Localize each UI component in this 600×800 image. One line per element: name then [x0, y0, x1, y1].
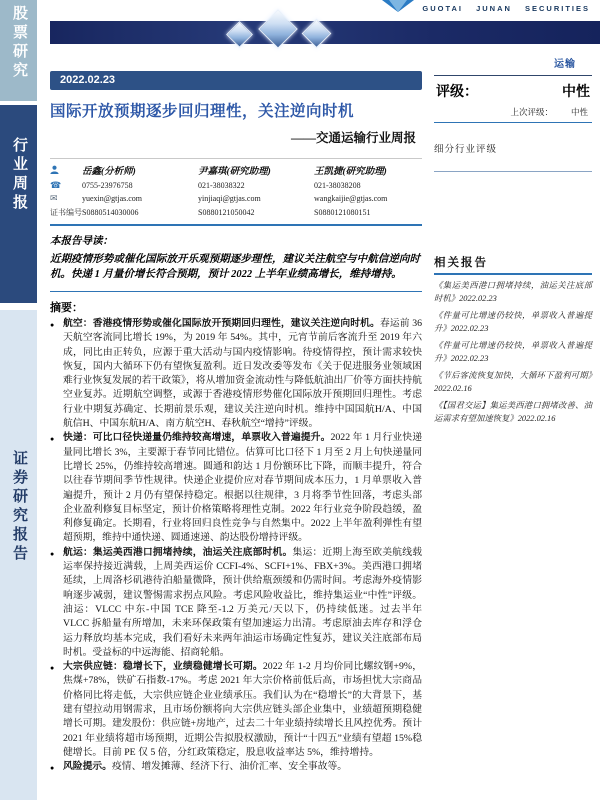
- related-report-item: 《集运美西港口拥堵持续，油运关注底部时机》2022.02.23: [434, 281, 592, 303]
- person-icon: [50, 165, 82, 176]
- logo-text: GUOTAI JUNAN SECURITIES: [422, 4, 590, 13]
- bullet-supply-chain: [50, 660, 422, 760]
- sub-industry-rating-label: 细分行业评级: [434, 141, 592, 172]
- summary-bullet-list: [50, 317, 422, 775]
- analyst-name: 王凯捷(研究助理): [314, 167, 387, 177]
- rating-box: [434, 75, 592, 123]
- bullet-risk: [50, 760, 422, 774]
- guide-text: 近期疫情形势或催化国际放开乐观预期逐步理性，建议关注航空与中航信逆向时机。快递 1 月量价增长符合预期，预计 2022 上半年业绩高增长，维持增持。: [50, 254, 420, 280]
- rating-value: 中性: [562, 85, 590, 100]
- report-subtitle: ——交通运输行业周报: [290, 131, 416, 145]
- report-body-column: [50, 44, 422, 775]
- sidebar-label: 股票研究: [11, 5, 27, 81]
- guotai-junan-logo: [381, 0, 590, 13]
- bullet-lead: 航空：香港疫情形势或催化国际放开预期回归理性，建议关注逆向时机。: [63, 318, 380, 329]
- related-report-item: 《【国君交运】集运美西港口拥堵改善、油运需求有望加速恢复》2022.02.16: [434, 401, 592, 423]
- bullet-lead: 大宗供应链：稳增长下，业绩稳健增长可期。: [63, 661, 263, 673]
- previous-rating-value: 中性: [570, 107, 588, 117]
- industry-tag: 运输: [554, 59, 576, 70]
- rating-label: 评级：: [436, 85, 478, 100]
- bullet-body: 集运：近期上海至欧美航线载运率保持接近满载，上周美西运价 CCFI-4%、SCFI+1%、FBX+3%。美西港口拥堵延续，上周洛杉矶港待泊船量微降，预计供给瓶颈缓和仍需时间。考虑海外疫情影响逐步减弱，建议警惕需求拐点风险。考虑风险收益比，维持集运业“中性”评级。油运：VLCC 中东-中国 TCE 降至-1.2 万美元/天以下，仍持续低迷。过去半年 VLCC 拆船量有所增加，未来环保政策有望加速运力出清。考虑原油去库存和浮仓运力释放均基本完成，我们看好未来两年油运市场确定性复苏，建议关注底部布局时机。受益标的中远海能、招商轮船。: [63, 546, 423, 658]
- diamond-icon: [302, 19, 332, 49]
- related-reports-heading: 相关报告: [434, 254, 592, 275]
- sidebar-section-securities-report: [0, 310, 37, 800]
- summary-heading: 摘要：: [50, 302, 83, 314]
- sidebar-label: 行业周报: [11, 137, 27, 213]
- cert-number-label: 证书编号: [50, 208, 82, 217]
- analyst-cert: S0880514030006: [82, 208, 139, 217]
- analyst-phone: 0755-23976758: [82, 181, 133, 190]
- related-report-item: 《件量可比增速仍较快，单票收入普遍提升》2022.02.23: [434, 341, 592, 363]
- related-reports-list: [434, 280, 592, 425]
- main-area: [37, 0, 600, 800]
- related-report-item: 《件量可比增速仍较快，单票收入普遍提升》2022.02.23: [434, 311, 592, 333]
- header-banner: [50, 21, 600, 44]
- sidebar-label: 证券研究报告: [11, 450, 27, 564]
- bullet-lead: 快递：可比口径快递量仍维持较高增速，单票收入普遍提升。: [63, 432, 331, 444]
- previous-rating-label: 上次评级：: [510, 107, 553, 117]
- diamond-icon: [226, 21, 253, 48]
- analyst-table: [50, 158, 422, 226]
- bullet-shipping: [50, 546, 422, 660]
- content-columns: [37, 44, 600, 775]
- phone-icon: ☎: [50, 180, 62, 190]
- left-sidebar: [0, 0, 37, 800]
- diamond-icon: [258, 9, 298, 49]
- analyst-phone: 021-38038322: [198, 181, 245, 190]
- bullet-express: [50, 431, 422, 545]
- analyst-name: 尹嘉琪(研究助理): [198, 167, 271, 177]
- report-title: 国际开放预期逐步回归理性，关注逆向时机: [50, 103, 355, 120]
- analyst-cert: S0880121050042: [198, 208, 255, 217]
- bullet-aviation: [50, 317, 422, 431]
- sidebar-section-stock-research: [0, 0, 37, 101]
- rating-row: [434, 81, 592, 101]
- bullet-body: 2022 年 1 月行业快递量同比增长 3%，主要源于春节同比错位。估算可比口径下 1 月至 2 月上旬快递量同比增长 25%，仍维持较高增速。圆通和韵达 1 月份额环比下降，而顺丰提升，符合以往春节期间季节性规律。快递企业提价应对春节期间成本压力，1 月单票收入普遍提升，预计 2 月仍有望保持稳定。根据以往规律，3 月将季节性回落，考虑头部企业盈利修复目标坚定，预计价格策略将理性克制。2022 年行业竞争阶段趋缓，盈利修复确定。长期看，行业将回归良性竞争与自然集中。2022 上半年盈利弹性有望超预期，维持中通快递、圆通速递、韵达股份增持评级。: [63, 432, 423, 544]
- analyst-name: 岳鑫(分析师): [82, 167, 136, 177]
- bullet-body: 春运前 36 天航空客流同比增长 19%，为 2019 年 54%。其中，元宵节前后客流升至 2019 年六成，同比由正转负，应源于重大活动与国内疫情影响。待疫情得控，预计需求较快恢复，国内大循环下仍有望恢复盈利。近日发改委等发布《关于促进服务业领域困难行业恢复发展的若干政策》，将从增加资金流动性与降低航油出厂价等方面扶持航空业复苏。近期航空调整，或源于香港疫情形势催化国际放开预期回归理性。考虑行业中期复苏确定、长期前景乐观，建议关注逆向时机。维持中国国航H/A、中国航信H、中国东航H/A、南方航空H、春秋航空“增持”评级。: [63, 318, 423, 430]
- bullet-body: 2022 年 1-2 月均价同比螺纹钢+9%，焦煤+78%，铁矿石指数-17%。考虑 2021 年大宗价格前低后高，市场担忧大宗商品价格同比将走低，大宗供应链企业业绩承压。我们认为在“稳增长”的大背景下，基建有望拉动用钢需求，且市场份额将向大宗供应链头部企业集中，业绩超预期稳健增长可期。建发股份：供应链+房地产，过去二十年业绩持续增长且风控优秀。预计 2021 年业绩将超市场预期，近期公告拟股权激励，预计“十四五”业绩有望超 15%稳健增长。目前 PE 仅 5 倍，分红政策稳定，股息收益率达 5%，维持增持。: [63, 661, 423, 758]
- analyst-email: yinjiaqi@gtjas.com: [198, 194, 261, 203]
- sidebar-section-industry-weekly: [0, 105, 37, 303]
- report-sidebar-column: [422, 44, 592, 775]
- related-reports-section: [434, 254, 592, 425]
- bullet-lead: 风险提示。: [63, 761, 112, 773]
- report-guide-box: [50, 226, 422, 292]
- diamond-logo-icon: [381, 0, 415, 13]
- bullet-lead: 航运：集运美西港口拥堵持续，油运关注底部时机。: [63, 546, 293, 558]
- previous-rating-row: [434, 101, 592, 123]
- mail-icon: ✉: [50, 193, 58, 203]
- analyst-email: wangkaijie@gtjas.com: [314, 194, 388, 203]
- bullet-body: 疫情、增发摊薄、经济下行、油价汇率、安全事故等。: [111, 761, 348, 773]
- diamond-decoration: [222, 5, 342, 57]
- related-report-item: 《节后客流恢复加快，大循环下盈利可期》2022.02.16: [434, 371, 592, 393]
- guide-heading: 本报告导读：: [50, 236, 113, 247]
- analyst-email: yuexin@gtjas.com: [82, 194, 143, 203]
- analyst-cert: S0880121080151: [314, 208, 371, 217]
- analyst-phone: 021-38038208: [314, 181, 361, 190]
- report-date-bar: 2022.02.23: [50, 71, 422, 90]
